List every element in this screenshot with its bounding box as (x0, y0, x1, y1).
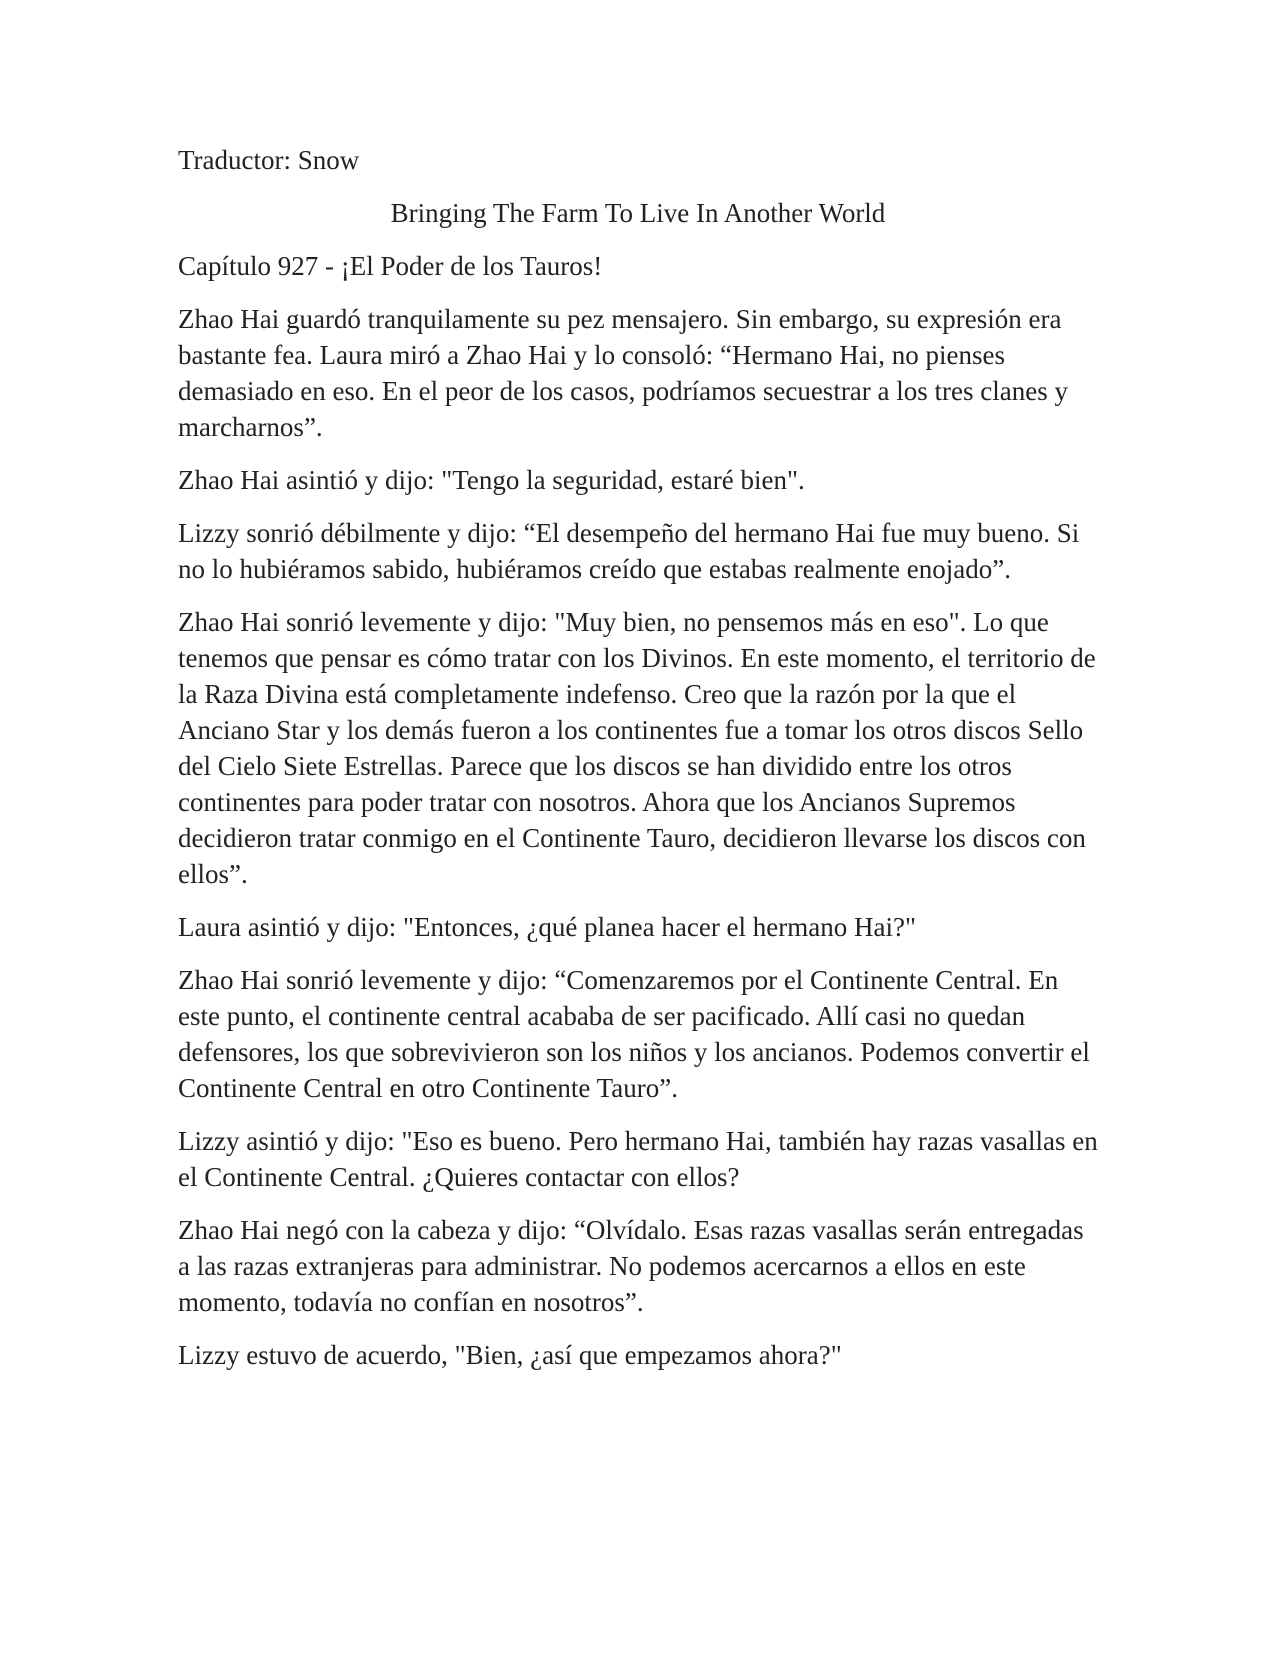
paragraph: Zhao Hai asintió y dijo: "Tengo la seguridad, estaré bien". (178, 465, 805, 495)
paragraph: Zhao Hai sonrió levemente y dijo: "Muy bien, no pensemos más en eso". Lo que tenemos que pensar es cómo tratar con los Divinos. En este momento, el territorio de la Raza Divina está completamente indefenso. Creo que la razón por la que el Anciano Star y los demás fueron a los continentes fue a tomar los otros discos Sello del Cielo Siete Estrellas. Parece que los discos se han dividido entre los otros continentes para poder tratar con nosotros. Ahora que los Ancianos Supremos decidieron tratar conmigo en el Continente Tauro, decidieron llevarse los discos con ellos”. (178, 607, 1096, 889)
paragraph: Zhao Hai sonrió levemente y dijo: “Comenzaremos por el Continente Central. En este punto, el continente central acababa de ser pacificado. Allí casi no quedan defensores, los que sobrevivieron son los niños y los ancianos. Podemos convertir el Continente Central en otro Continente Tauro”. (178, 965, 1090, 1103)
paragraph: Laura asintió y dijo: "Entonces, ¿qué planea hacer el hermano Hai?" (178, 912, 916, 942)
translator-credit: Traductor: Snow (178, 145, 360, 175)
document-page (178, 142, 1098, 1390)
paragraph: Zhao Hai guardó tranquilamente su pez mensajero. Sin embargo, su expresión era bastante fea. Laura miró a Zhao Hai y lo consoló: “Hermano Hai, no pienses demasiado en eso. En el peor de los casos, podríamos secuestrar a los tres clanes y marcharnos”. (178, 304, 1068, 442)
paragraph: Lizzy estuvo de acuerdo, "Bien, ¿así que empezamos ahora?" (178, 1340, 842, 1370)
book-title: Bringing The Farm To Live In Another World (390, 198, 886, 228)
paragraph: Zhao Hai negó con la cabeza y dijo: “Olvídalo. Esas razas vasallas serán entregadas a las razas extranjeras para administrar. No podemos acercarnos a ellos en este momento, todavía no confían en nosotros”. (178, 1215, 1084, 1317)
chapter-title: Capítulo 927 - ¡El Poder de los Tauros! (178, 251, 603, 281)
paragraph: Lizzy sonrió débilmente y dijo: “El desempeño del hermano Hai fue muy bueno. Si no lo hubiéramos sabido, hubiéramos creído que estabas realmente enojado”. (178, 518, 1080, 584)
paragraph: Lizzy asintió y dijo: "Eso es bueno. Pero hermano Hai, también hay razas vasallas en el Continente Central. ¿Quieres contactar con ellos? (178, 1126, 1098, 1192)
